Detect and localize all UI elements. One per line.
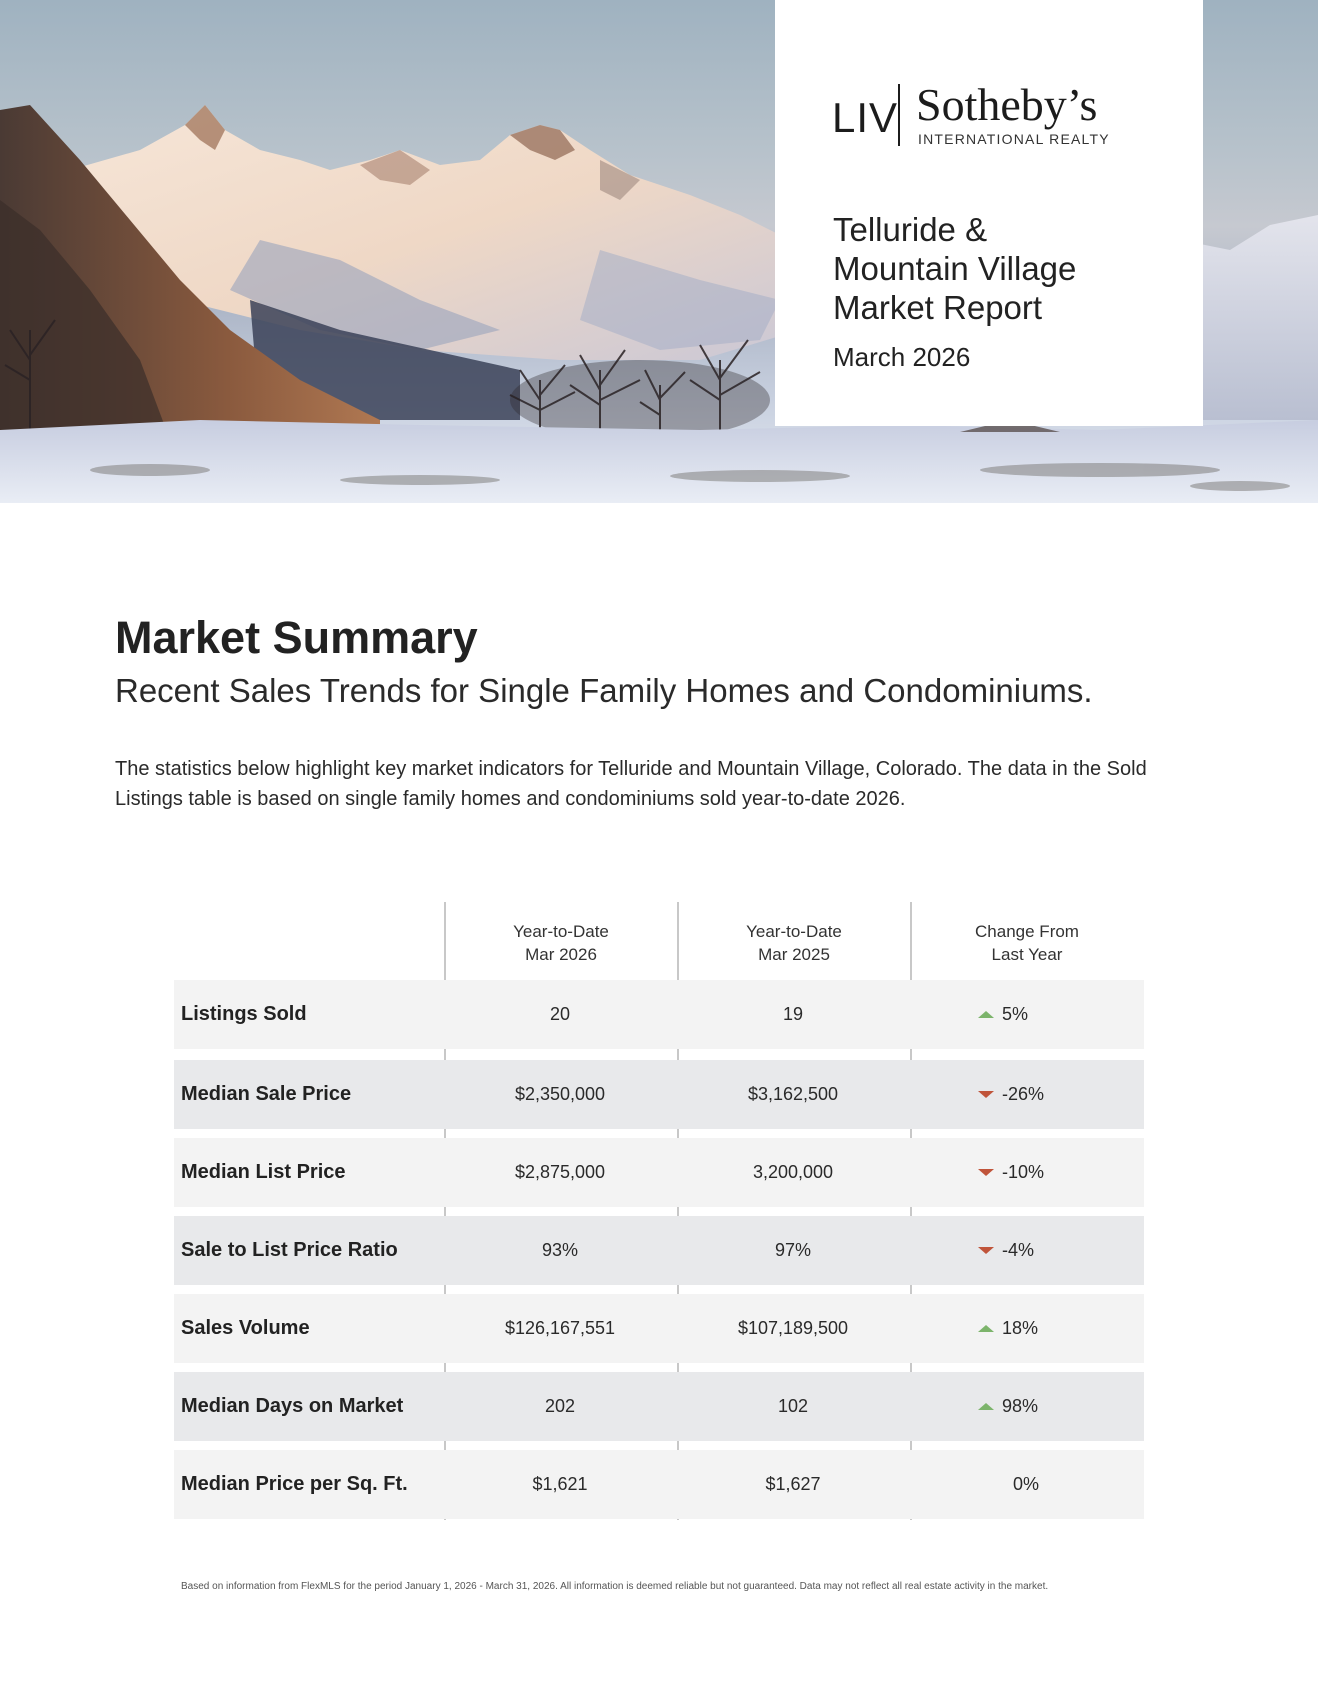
triangle-down-icon [978, 1247, 994, 1254]
header-line: Mar 2025 [758, 945, 830, 964]
report-title-line: Market Report [833, 289, 1043, 326]
logo-sothebys-text: Sotheby’s [916, 79, 1098, 130]
cell-ytd-2025: $1,627 [765, 1474, 821, 1494]
cell-ytd-2026: $2,875,000 [514, 1162, 606, 1182]
change-value: -4% [1002, 1240, 1035, 1260]
table-row [174, 1060, 1144, 1129]
header-line: Year-to-Date [513, 922, 609, 941]
summary-title: Market Summary [115, 612, 478, 663]
report-title-card [775, 0, 1203, 426]
header-ytd-2026 [445, 920, 677, 966]
header-line: Change From [975, 922, 1079, 941]
report-date: March 2026 [833, 342, 971, 372]
header-line: Mar 2026 [525, 945, 597, 964]
cell-ytd-2025: 3,200,000 [752, 1162, 834, 1182]
cell-ytd-2025: $107,189,500 [737, 1318, 849, 1338]
change-value: 18% [1002, 1318, 1039, 1338]
report-title-line: Mountain Village [833, 250, 1077, 287]
header-change [911, 920, 1143, 966]
change-value: 98% [1002, 1396, 1039, 1416]
change-value: 5% [1002, 1004, 1029, 1024]
cell-ytd-2026: 20 [549, 1004, 571, 1024]
header-line: Last Year [991, 945, 1063, 964]
triangle-down-icon [978, 1091, 994, 1098]
triangle-up-icon [978, 1325, 994, 1332]
row-label: Listings Sold [181, 1003, 307, 1025]
table-row [174, 1372, 1144, 1441]
cell-change [910, 1450, 1142, 1519]
cell-ytd-2026: $2,350,000 [514, 1084, 606, 1104]
cell-ytd-2025: 97% [774, 1240, 812, 1260]
logo-liv-text: LIV [832, 94, 899, 141]
change-value: 0% [1012, 1474, 1039, 1494]
triangle-up-icon [978, 1403, 994, 1410]
table-row [174, 980, 1144, 1049]
cell-ytd-2025: 19 [782, 1004, 804, 1024]
header-line: Year-to-Date [746, 922, 842, 941]
cell-change [910, 980, 1142, 1049]
change-value: -26% [1002, 1084, 1045, 1104]
summary-body: The statistics below highlight key market indicators for Telluride and Mountain Village, Colorado. The data in the Sold Listings table is based on single family homes and condominiums sold year-to-date 2026. [115, 758, 1147, 810]
row-label: Median Price per Sq. Ft. [181, 1473, 408, 1495]
report-title [833, 210, 1173, 327]
logo-subtitle: INTERNATIONAL REALTY [918, 131, 1110, 147]
cell-change [910, 1216, 1142, 1285]
row-label: Sale to List Price Ratio [181, 1239, 398, 1261]
report-title-line: Telluride & [833, 211, 988, 248]
table-row [174, 1216, 1144, 1285]
table-row [174, 1294, 1144, 1363]
cell-ytd-2026: $1,621 [532, 1474, 588, 1494]
cell-change [910, 1138, 1142, 1207]
cell-ytd-2026: $126,167,551 [504, 1318, 616, 1338]
row-label: Sales Volume [181, 1317, 310, 1339]
triangle-up-icon [978, 1011, 994, 1018]
cell-change [910, 1060, 1142, 1129]
cell-change [910, 1372, 1142, 1441]
brand-logo [832, 80, 1132, 146]
logo-divider [898, 84, 900, 146]
summary-subtitle: Recent Sales Trends for Single Family Homes and Condominiums. [115, 672, 1093, 709]
cell-ytd-2026: 202 [544, 1396, 576, 1416]
row-label: Median Days on Market [181, 1395, 404, 1417]
cell-change [910, 1294, 1142, 1363]
cell-ytd-2025: $3,162,500 [747, 1084, 839, 1104]
triangle-down-icon [978, 1169, 994, 1176]
row-label: Median List Price [181, 1161, 346, 1183]
table-row [174, 1138, 1144, 1207]
table-row [174, 1450, 1144, 1519]
header-ytd-2025 [678, 920, 910, 966]
hero-mountain-photo [0, 0, 1318, 503]
row-label: Median Sale Price [181, 1083, 352, 1105]
change-value: -10% [1002, 1162, 1045, 1182]
cell-ytd-2026: 93% [541, 1240, 579, 1260]
cell-ytd-2025: 102 [777, 1396, 809, 1416]
footnote: Based on information from FlexMLS for the period January 1, 2026 - March 31, 2026. All information is deemed reliable but not guaranteed. Data may not reflect all real estate activity in the market. [181, 1581, 1049, 1592]
